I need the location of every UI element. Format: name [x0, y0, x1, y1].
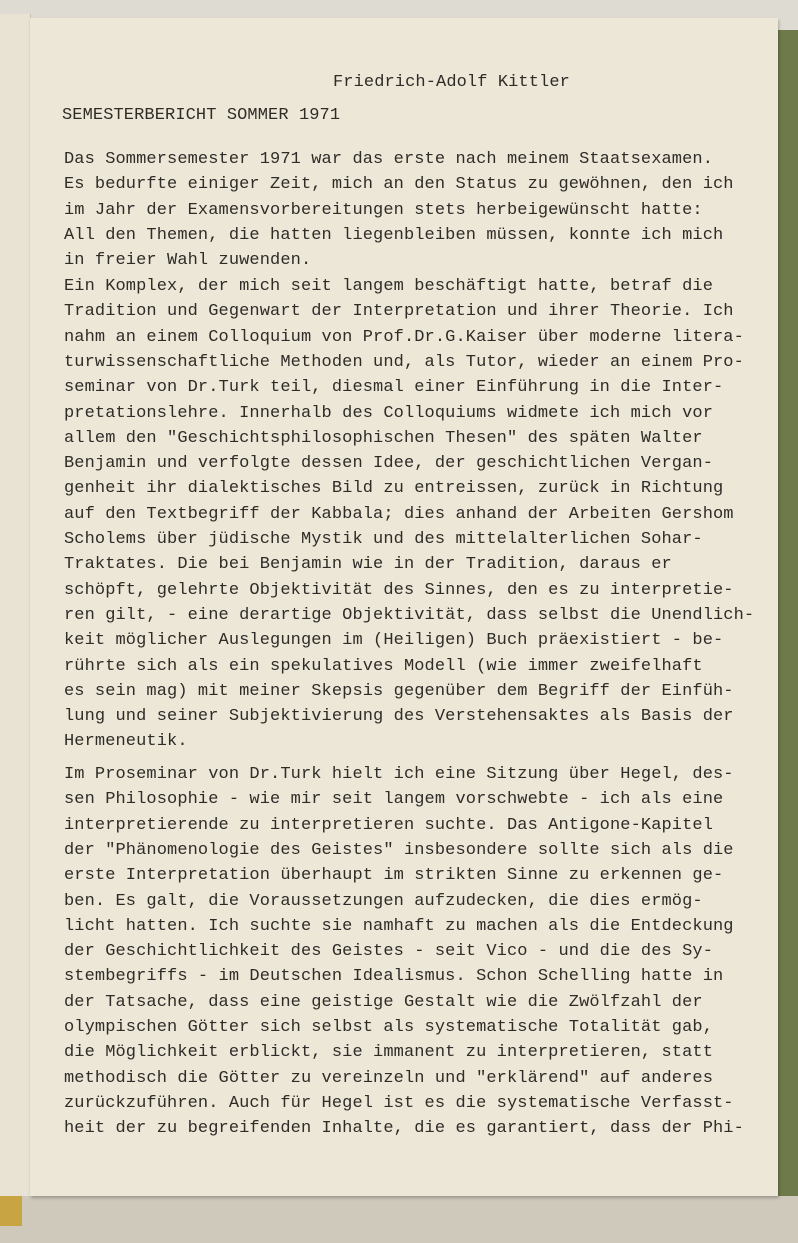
text-line: auf den Textbegriff der Kabbala; dies anhand der Arbeiten Gershom [64, 504, 734, 524]
text-line: schöpft, gelehrte Objektivität des Sinnes, den es zu interpretie- [64, 580, 734, 600]
text-line: sen Philosophie - wie mir seit langem vorschwebte - ich als eine [64, 790, 724, 810]
text-line: Im Proseminar von Dr.Turk hielt ich eine Sitzung über Hegel, des- [64, 765, 734, 784]
text-line: erste Interpretation überhaupt im strikten Sinne zu erkennen ge- [64, 866, 724, 886]
text-line: allem den "Geschichtsphilosophischen Thesen" des späten Walter [64, 428, 703, 448]
text-line: der Tatsache, dass eine geistige Gestalt wie die Zwölfzahl der [64, 992, 703, 1012]
text-line: Hermeneutik. [64, 732, 188, 752]
text-line: die Möglichkeit erblickt, sie immanent zu interpretieren, statt [64, 1043, 714, 1063]
text-line: keit möglicher Auslegungen im (Heiligen) Buch präexistiert - be- [64, 631, 724, 651]
text-line: licht hatten. Ich suchte sie namhaft zu machen als die Entdeckung [64, 916, 734, 936]
text-line: All den Themen, die hatten liegenbleiben müssen, konnte ich mich [64, 225, 724, 245]
text-line: seminar von Dr.Turk teil, diesmal einer Einführung in die Inter- [64, 378, 724, 398]
text-line: olympischen Götter sich selbst als systematische Totalität gab, [64, 1018, 714, 1037]
text-line: rührte sich als ein spekulatives Modell (wie immer zweifelhaft [64, 656, 703, 676]
binding-spine [0, 1196, 22, 1226]
text-line: Es bedurfte einiger Zeit, mich an den Status zu gewöhnen, den ich [64, 175, 734, 195]
text-line: im Jahr der Examensvorbereitungen stets herbeigewünscht hatte: [64, 200, 703, 220]
text-line: lung und seiner Subjektivierung des Verstehensaktes als Basis der [64, 707, 734, 727]
text-line: nahm an einem Colloquium von Prof.Dr.G.Kaiser über moderne litera- [64, 327, 744, 347]
text-line: Traktates. Die bei Benjamin wie in der Tradition, daraus er [64, 555, 672, 575]
author-name: Friedrich-Adolf Kittler [333, 73, 570, 92]
text-line: der Geschichtlichkeit des Geistes - seit Vico - und die des Sy- [64, 942, 714, 962]
text-line: pretationslehre. Innerhalb des Colloquiums widmete ich mich vor [64, 403, 714, 423]
previous-page-edge [0, 14, 31, 1224]
text-line: Benjamin und verfolgte dessen Idee, der geschichtlichen Vergan- [64, 454, 714, 474]
text-line: Scholems über jüdische Mystik und des mittelalterlichen Sohar- [64, 530, 703, 549]
text-line: es sein mag) mit meiner Skepsis gegenüber dem Begriff der Einfüh- [64, 681, 734, 701]
text-line: methodisch die Götter zu vereinzeln und "erklärend" auf anderes [64, 1068, 714, 1088]
text-line: ben. Es galt, die Voraussetzungen aufzudecken, die dies ermög- [64, 891, 703, 911]
text-line: turwissenschaftliche Methoden und, als Tutor, wieder an einem Pro- [64, 352, 744, 372]
document-heading: SEMESTERBERICHT SOMMER 1971 [62, 106, 341, 125]
text-line: Ein Komplex, der mich seit langem beschäftigt hatte, betraf die [64, 277, 714, 296]
text-line: der "Phänomenologie des Geistes" insbesondere sollte sich als die [64, 840, 734, 860]
text-line: Das Sommersemester 1971 war das erste nach meinem Staatsexamen. [64, 150, 714, 169]
text-line: genheit ihr dialektisches Bild zu entreissen, zurück in Richtung [64, 479, 724, 499]
text-line: in freier Wahl zuwenden. [64, 251, 312, 271]
text-line: Tradition und Gegenwart der Interpretation und ihrer Theorie. Ich [64, 302, 734, 322]
text-line: stembegriffs - im Deutschen Idealismus. Schon Schelling hatte in [64, 967, 724, 987]
text-line: interpretierende zu interpretieren suchte. Das Antigone-Kapitel [64, 815, 714, 835]
text-line: ren gilt, - eine derartige Objektivität, dass selbst die Unendlich- [64, 605, 755, 625]
desk-background [0, 1196, 798, 1243]
text-line: zurückzuführen. Auch für Hegel ist es die systematische Verfasst- [64, 1093, 734, 1113]
text-line: heit der zu begreifenden Inhalte, die es garantiert, dass der Phi- [64, 1119, 744, 1139]
